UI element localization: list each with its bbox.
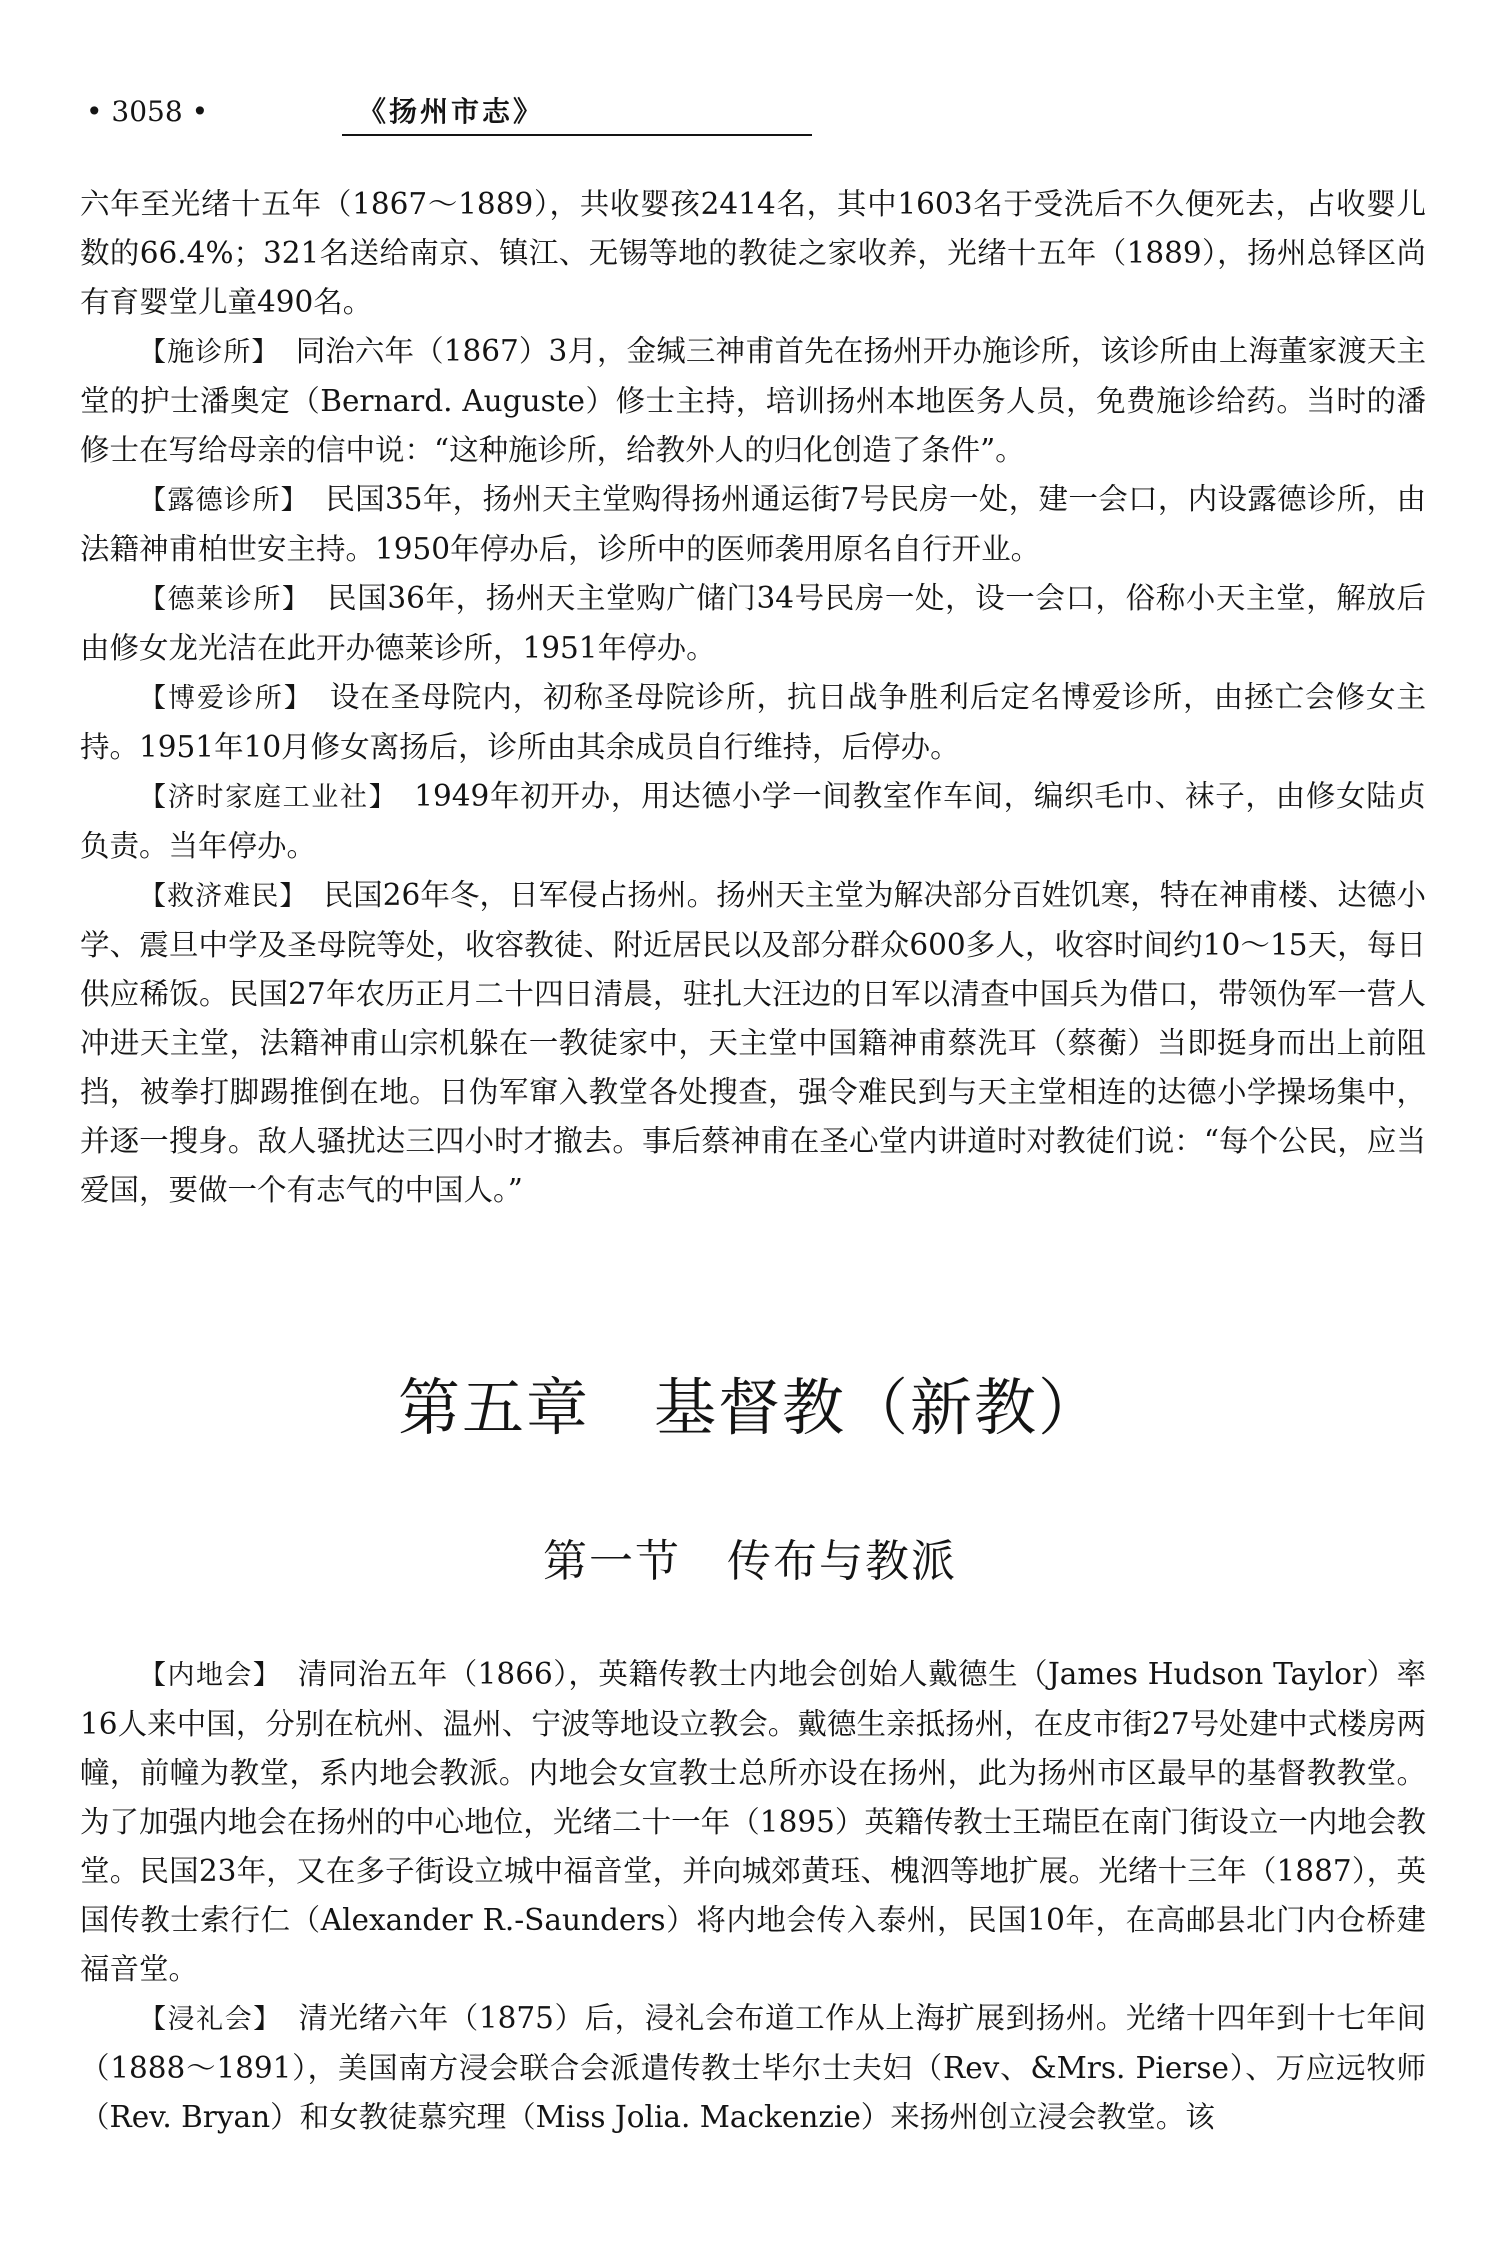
entry-tag: 【内地会】 [139,1660,268,1691]
entry-clinic-shizhensuo [80,327,1426,475]
entry-tag: 【德莱诊所】 [139,584,298,615]
entry-text: 设在圣母院内，初称圣母院诊所，抗日战争胜利后定名博爱诊所，由拯亡会修女主持。1951年10月修女离扬后，诊所由其余成员自行维持，后停办。 [80,680,1426,764]
continuation-paragraph: 六年至光绪十五年（1867～1889），共收婴孩2414名，其中1603名于受洗后不久便死去，占收婴儿数的66.4%；321名送给南京、镇江、无锡等地的教徒之家收养，光绪十五年（1889），扬州总铎区尚有育婴堂儿童490名。 [80,187,1426,319]
entry-clinic-delai [80,574,1426,673]
top-text-block [80,180,1426,1215]
entry-tag: 【博爱诊所】 [139,683,300,714]
entry-clinic-boai [80,673,1426,772]
bottom-text-block [80,1650,1426,2142]
entry-text: 同治六年（1867）3月，金缄三神甫首先在扬州开办施诊所，该诊所由上海董家渡天主堂的护士潘奥定（Bernard. Auguste）修士主持，培训扬州本地医务人员，免费施诊给药。当时的潘修士在写给母亲的信中说：“这种施诊所，给教外人的归化创造了条件”。 [80,334,1426,467]
entry-text: 1949年初开办，用达德小学一间教室作车间，编织毛巾、袜子，由修女陆贞负责。当年停办。 [80,779,1426,863]
entry-tag: 【济时家庭工业社】 [139,782,384,813]
section-title: 第一节 传布与教派 [543,1536,957,1587]
entry-text: 清同治五年（1866），英籍传教士内地会创始人戴德生（James Hudson Taylor）率16人来中国，分别在杭州、温州、宁波等地设立教会。戴德生亲抵扬州，在皮市街27号处建中式楼房两幢，前幢为教堂，系内地会教派。内地会女宣教士总所亦设在扬州，此为扬州市区最早的基督教教堂。为了加强内地会在扬州的中心地位，光绪二十一年（1895）英籍传教士王瑞臣在南门街设立一内地会教堂。民国23年，又在多子街设立城中福音堂，并向城郊黄珏、槐泗等地扩展。光绪十三年（1887），英国传教士索行仁（Alexander R.-Saunders）将内地会传入泰州，民国10年，在高邮县北门内仓桥建福音堂。 [80,1657,1427,1986]
page-header [86,92,726,136]
entry-tag: 【浸礼会】 [139,2004,269,2035]
chapter-title: 第五章 基督教（新教） [397,1371,1102,1444]
entry-tag: 【露德诊所】 [139,485,296,516]
header-rule [342,134,812,136]
entry-baptist [80,1994,1426,2142]
entry-inland-mission [80,1650,1426,1994]
entry-text: 清光绪六年（1875）后，浸礼会布道工作从上海扩展到扬州。光绪十四年到十七年间（1888～1891），美国南方浸会联合会派遣传教士毕尔士夫妇（Rev、&Mrs. Pierse）、万应远牧师（Rev. Bryan）和女教徒慕究理（Miss Jolia. Mackenzie）来扬州创立浸会教堂。该 [80,2001,1426,2134]
entry-tag: 【施诊所】 [139,337,267,368]
running-title: 《扬州市志》 [358,95,545,128]
entry-refugee-relief [80,871,1426,1215]
entry-clinic-lude [80,475,1426,574]
entry-workshop [80,772,1426,871]
entry-text: 民国36年，扬州天主堂购广储门34号民房一处，设一会口，俗称小天主堂，解放后由修女龙光洁在此开办德莱诊所，1951年停办。 [80,581,1426,665]
entry-text: 民国26年冬，日军侵占扬州。扬州天主堂为解决部分百姓饥寒，特在神甫楼、达德小学、震旦中学及圣母院等处，收容教徒、附近居民以及部分群众600多人，收容时间约10～15天，每日供应稀饭。民国27年农历正月二十四日清晨，驻扎大汪边的日军以清查中国兵为借口，带领伪军一营人冲进天主堂，法籍神甫山宗机躲在一教徒家中，天主堂中国籍神甫蔡洗耳（蔡蘅）当即挺身而出上前阻挡，被拳打脚踢推倒在地。日伪军窜入教堂各处搜查，强令难民到与天主堂相连的达德小学操场集中，并逐一搜身。敌人骚扰达三四小时才撤去。事后蔡神甫在圣心堂内讲道时对教徒们说：“每个公民，应当爱国，要做一个有志气的中国人。” [80,878,1426,1207]
page-number: • 3058 • [86,95,209,128]
entry-tag: 【救济难民】 [139,881,294,912]
entry-text: 民国35年，扬州天主堂购得扬州通运街7号民房一处，建一会口，内设露德诊所，由法籍神甫柏世安主持。1950年停办后，诊所中的医师袭用原名自行开业。 [80,482,1426,566]
